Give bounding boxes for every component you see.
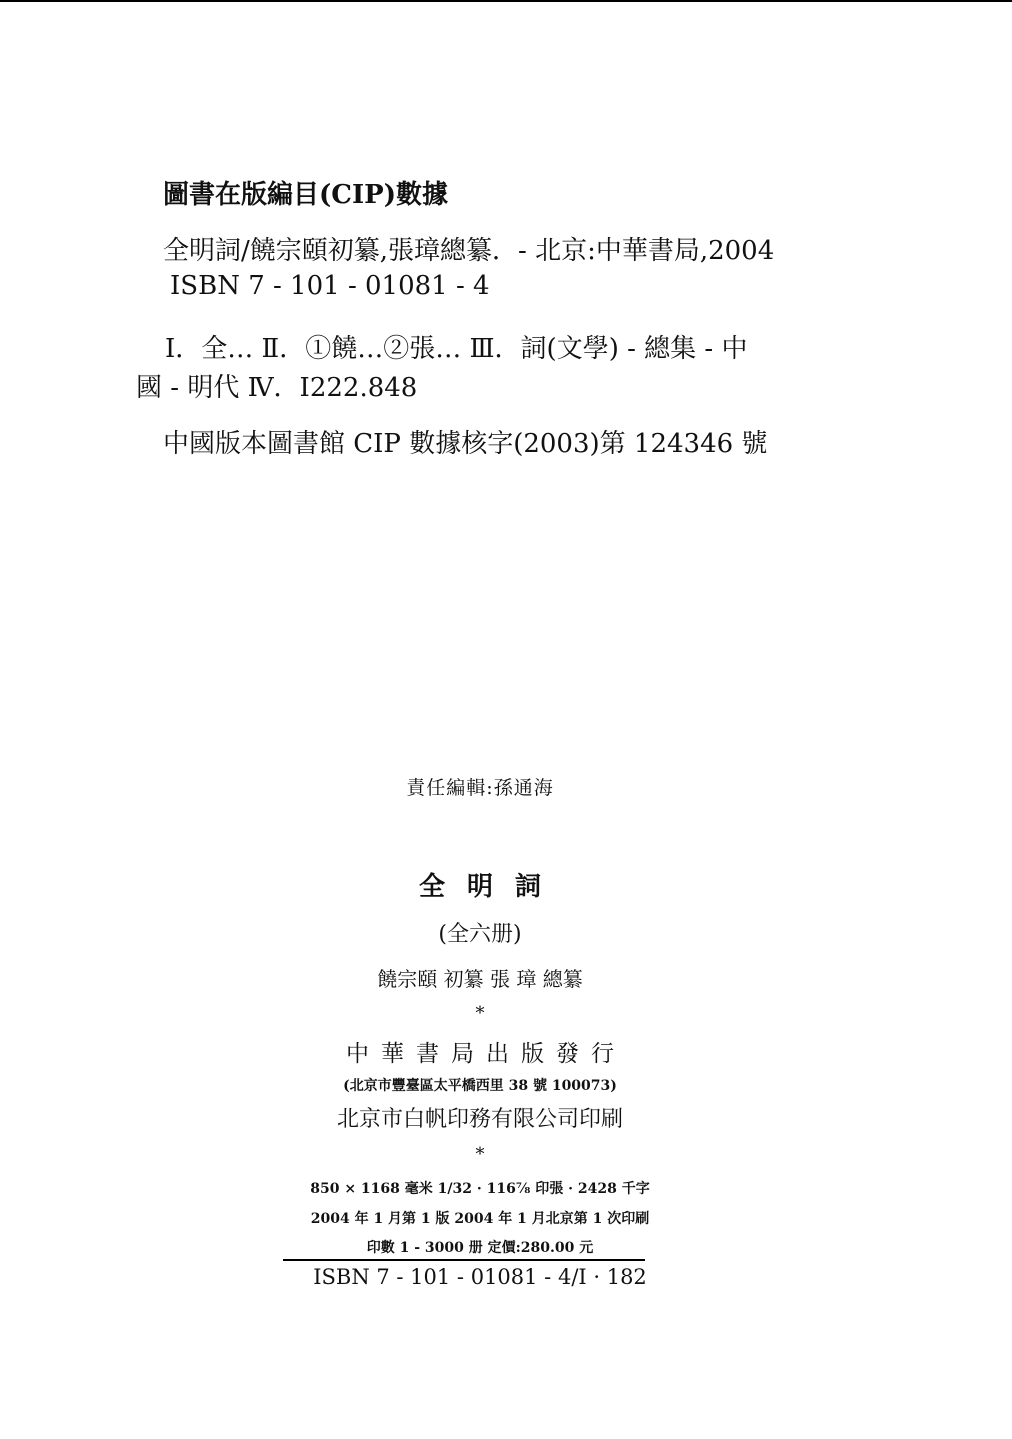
cip-isbn-line: ISBN 7 - 101 - 01081 - 4: [170, 271, 490, 301]
printer-name: 北京市白帆印務有限公司印刷: [336, 1107, 623, 1132]
asterisk-separator: *: [475, 1144, 485, 1165]
divider-line: [283, 1259, 645, 1261]
responsible-editor: 責任編輯:孫通海: [406, 777, 554, 799]
cip-title-line: 全明詞/饒宗頤初纂,張璋總纂．- 北京:中華書局,2004: [163, 236, 775, 266]
asterisk-separator: *: [475, 1003, 485, 1024]
publisher-address: (北京市豐臺區太平橋西里 38 號 100073): [343, 1078, 617, 1094]
print-run-and-price: 印數 1 - 3000 册 定價:280.00 元: [366, 1240, 594, 1256]
cip-classification-line-continued: 國 - 明代 Ⅳ．I222.848: [136, 373, 418, 403]
authors-line: 饒宗頤 初纂 張 璋 總纂: [377, 967, 583, 991]
publisher-name: 中華書局出版發行: [346, 1041, 626, 1067]
print-specs: 850 × 1168 毫米 1/32 · 116⁷⁄₈ 印張 · 2428 千字: [310, 1181, 650, 1197]
book-title: 全明詞: [418, 872, 563, 902]
cip-classification-line: Ⅰ．全… Ⅱ．①饒…②張… Ⅲ．詞(文學) - 總集 - 中: [165, 334, 748, 364]
isbn-bottom: ISBN 7 - 101 - 01081 - 4/I · 182: [313, 1265, 647, 1289]
volume-count: (全六册): [438, 922, 522, 947]
top-border-line: [0, 0, 1012, 2]
cip-heading: 圖書在版編目(CIP)數據: [163, 180, 449, 210]
cip-record-number: 中國版本圖書館 CIP 數據核字(2003)第 124346 號: [163, 429, 768, 459]
edition-info: 2004 年 1 月第 1 版 2004 年 1 月北京第 1 次印刷: [310, 1211, 650, 1227]
